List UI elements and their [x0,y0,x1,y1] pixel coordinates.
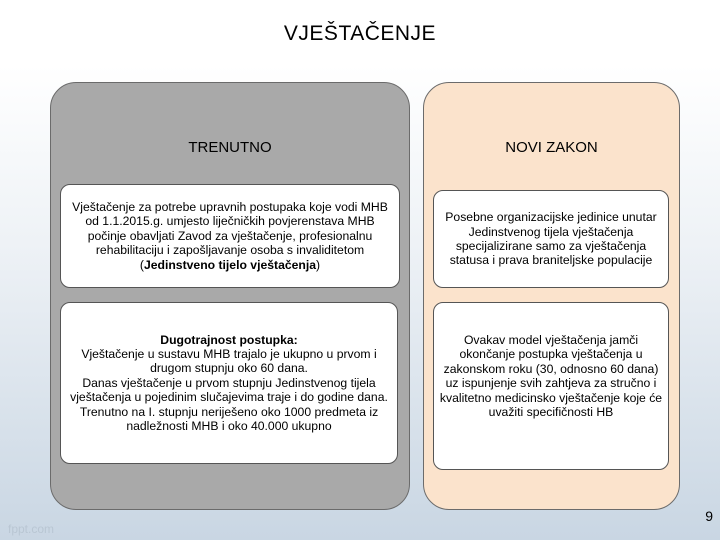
procedure-duration-box [60,302,398,464]
new-model-text: Ovakav model vještačenja jamči okončanje postupka vještačenja u zakonskom roku (30, odnosno 60 dana) uz ispunjenje svih zahtjeva za stručno i kvalitetno medicinsko vještačenje koje će uvažiti specifičnosti HB [439,333,663,420]
procedure-duration-p2: Danas vještačenje u prvom stupnju Jedinstvenog tijela vještačenja u pojedinim slučajevima traje i do godine dana. [70,375,388,405]
new-law-heading: NOVI ZAKON [505,139,598,156]
special-units-box [433,190,669,288]
current-heading: TRENUTNO [188,139,272,156]
procedure-duration-p1: Vještačenje u sustavu MHB trajalo je ukupno u prvom i drugom stupnju oko 60 dana. [81,346,377,376]
procedure-duration-p3: Trenutno na I. stupnju neriješeno oko 1000 predmeta iz nadležnosti MHB i oko 40.000 ukupno [79,404,379,434]
slide-title: VJEŠTAČENJE [283,22,437,45]
page-number: 9 [705,508,713,524]
new-model-box [433,302,669,470]
current-expertise-box [60,184,400,288]
watermark: fppt.com [8,522,55,536]
procedure-duration-title: Dugotrajnost postupka: [160,332,298,347]
current-expertise-text: Vještačenje za potrebe upravnih postupaka koje vodi MHB od 1.1.2015.g. umjesto liječničkih povjerenstava MHB počinje obavljati Zavod za vještačenje, profesionalnu rehabilitaciju i zapošljavanje osoba s invaliditetom (Jedinstveno tijelo vještačenja) [72,199,388,272]
special-units-text: Posebne organizacijske jedinice unutar Jedinstvenog tijela vještačenja specijalizirane samo za vještačenja statusa i prava braniteljske populacije [445,210,657,268]
